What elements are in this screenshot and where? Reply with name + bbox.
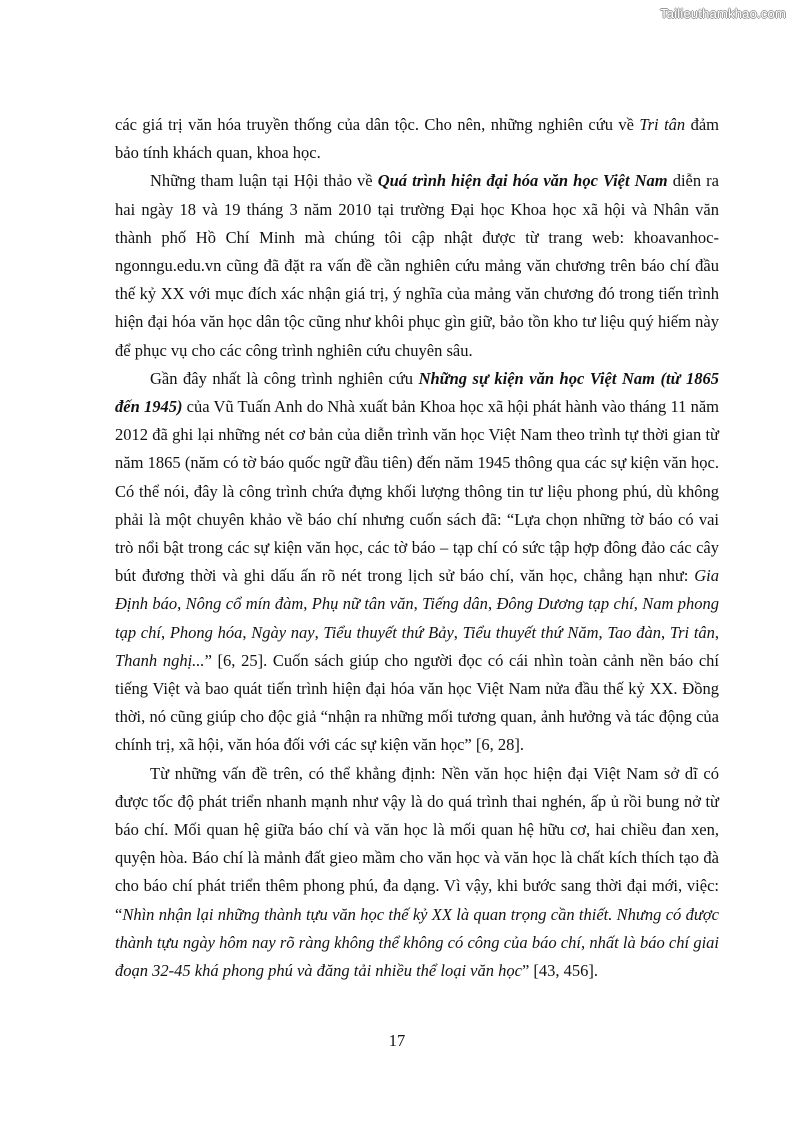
text-run: của Vũ Tuấn Anh do Nhà xuất bản Khoa học xã hội phát hành vào tháng 11 năm 2012 đã ghi lại những nét cơ bản của diễn trình văn học Việt Nam theo trình tự thời gian từ năm 1865 (năm có tờ báo quốc ngữ đầu tiên) đến năm 1945 thông qua các sự kiện văn học. Có thể nói, đây là công trình chứa đựng khối lượng thông tin tư liệu phong phú, dù không phải là một chuyên khảo về báo chí nhưng cuốn sách đã: “Lựa chọn những tờ báo có vai trò nổi bật trong các sự kiện văn học, các tờ báo – tạp chí có sức tập hợp đông đảo các cây bút đương thời và ghi dấu ấn rõ nét trong lịch sử báo chí, văn học, chẳng hạn như:	[115, 397, 719, 586]
bold-italic-title: Những sự kiện văn học Việt Nam (từ 1865 đến 1945)	[115, 368, 719, 417]
comma: ,	[661, 622, 670, 642]
text-run: Gần đây nhất là công trình nghiên cứu	[150, 368, 419, 388]
text-run: các giá trị văn hóa truyền thống của dân tộc. Cho nên, những nghiên cứu về	[115, 115, 640, 134]
watermark: Tailieuthamkhao.com	[660, 6, 786, 21]
page-number: 17	[388, 1031, 406, 1050]
newspaper-title: Thanh nghị...	[115, 650, 205, 670]
comma: ,	[242, 622, 252, 642]
newspaper-title: Tiểu thuyết thứ Bảy	[323, 622, 454, 642]
comma: ,	[177, 594, 186, 614]
text-run: Những tham luận tại Hội thảo về	[150, 171, 378, 191]
comma: ,	[714, 622, 720, 642]
newspaper-title: Tiểu thuyết thứ Năm	[462, 622, 599, 642]
newspaper-title: Tao đàn	[607, 622, 661, 642]
newspaper-title: Đông Dương tạp chí	[496, 594, 634, 614]
paragraph-4	[115, 760, 719, 986]
italic-quote: Nhìn nhận lại những thành tựu văn học thế kỷ XX là quan trọng cần thiết. Nhưng có được thành tựu ngày hôm nay rõ ràng không thể không có công của báo chí, nhất là báo chí giai đoạn 32-45 khá phong phú và đăng tải nhiều thể loại văn học	[115, 904, 719, 981]
comma: ,	[453, 622, 463, 642]
text-run: diễn ra hai ngày 18 và 19 tháng 3 năm 2010 tại trường Đại học Khoa học xã hội và Nhân văn thành phố Hồ Chí Minh mà chúng tôi cập nhật được từ trang web: khoavanhoc-ngonngu.edu.vn cũng đã đặt ra vấn đề cần nghiên cứu mảng văn chương trên báo chí đầu thế kỷ XX với mục đích xác nhận giá trị, ý nghĩa của mảng văn chương đó trong tiến trình hiện đại hóa văn học dân tộc cũng như khôi phục gìn giữ, bảo tồn kho tư liệu quý hiếm này để phục vụ cho các công trình nghiên cứu chuyên sâu.	[115, 171, 719, 360]
text-run: Từ những vấn đề trên, có thể khẳng định: Nền văn học hiện đại Việt Nam sở dĩ có được tốc độ phát triển nhanh mạnh như vậy là do quá trình thai nghén, ấp ủ rồi bung nở từ báo chí. Mối quan hệ giữa báo chí và văn học là mối quan hệ hữu cơ, hai chiều đan xen, quyện hòa. Báo chí là mảnh đất gieo mầm cho văn học và văn học là chất kích thích tạo đà cho báo chí phát triển thêm phong phú, đa dạng. Vì vậy, khi bước sang thời đại mới, việc: “	[115, 763, 719, 924]
paragraph-2	[115, 167, 719, 364]
comma: ,	[314, 622, 324, 642]
newspaper-title: Ngày nay	[251, 622, 315, 642]
page-body	[115, 111, 719, 985]
newspaper-title: Tiếng dân	[422, 594, 488, 614]
newspaper-title: Gia Định báo	[115, 566, 719, 614]
comma: ,	[413, 594, 423, 614]
paragraph-3	[115, 365, 719, 760]
newspaper-title: Phụ nữ tân văn	[311, 594, 414, 614]
paragraph-1	[115, 111, 719, 167]
bold-italic-title: Quá trình hiện đại hóa văn học Việt Nam	[377, 171, 668, 191]
newspaper-title: Nam phong tạp chí	[115, 594, 719, 642]
text-run: đảm bảo tính khách quan, khoa học.	[115, 115, 719, 163]
comma: ,	[487, 594, 497, 614]
comma: ,	[598, 622, 608, 642]
newspaper-title: Tri tân	[669, 622, 715, 642]
italic-title: Tri tân	[639, 115, 686, 134]
newspaper-title: Nông cổ mín đàm	[185, 594, 304, 614]
text-run: ” [43, 456].	[521, 961, 599, 981]
comma: ,	[303, 594, 312, 614]
comma: ,	[160, 622, 170, 642]
text-run: ” [6, 25]. Cuốn sách giúp cho người đọc có cái nhìn toàn cảnh nền báo chí tiếng Việt và bao quát tiến trình hiện đại hóa văn học Việt Nam nửa đầu thế kỷ XX. Đồng thời, nó cũng giúp cho độc giả “nhận ra những mối tương quan, ảnh hưởng và tác động của chính trị, xã hội, văn hóa đối với các sự kiện văn học” [6, 28].	[115, 650, 719, 755]
comma: ,	[633, 594, 643, 614]
newspaper-title: Phong hóa	[169, 622, 243, 642]
